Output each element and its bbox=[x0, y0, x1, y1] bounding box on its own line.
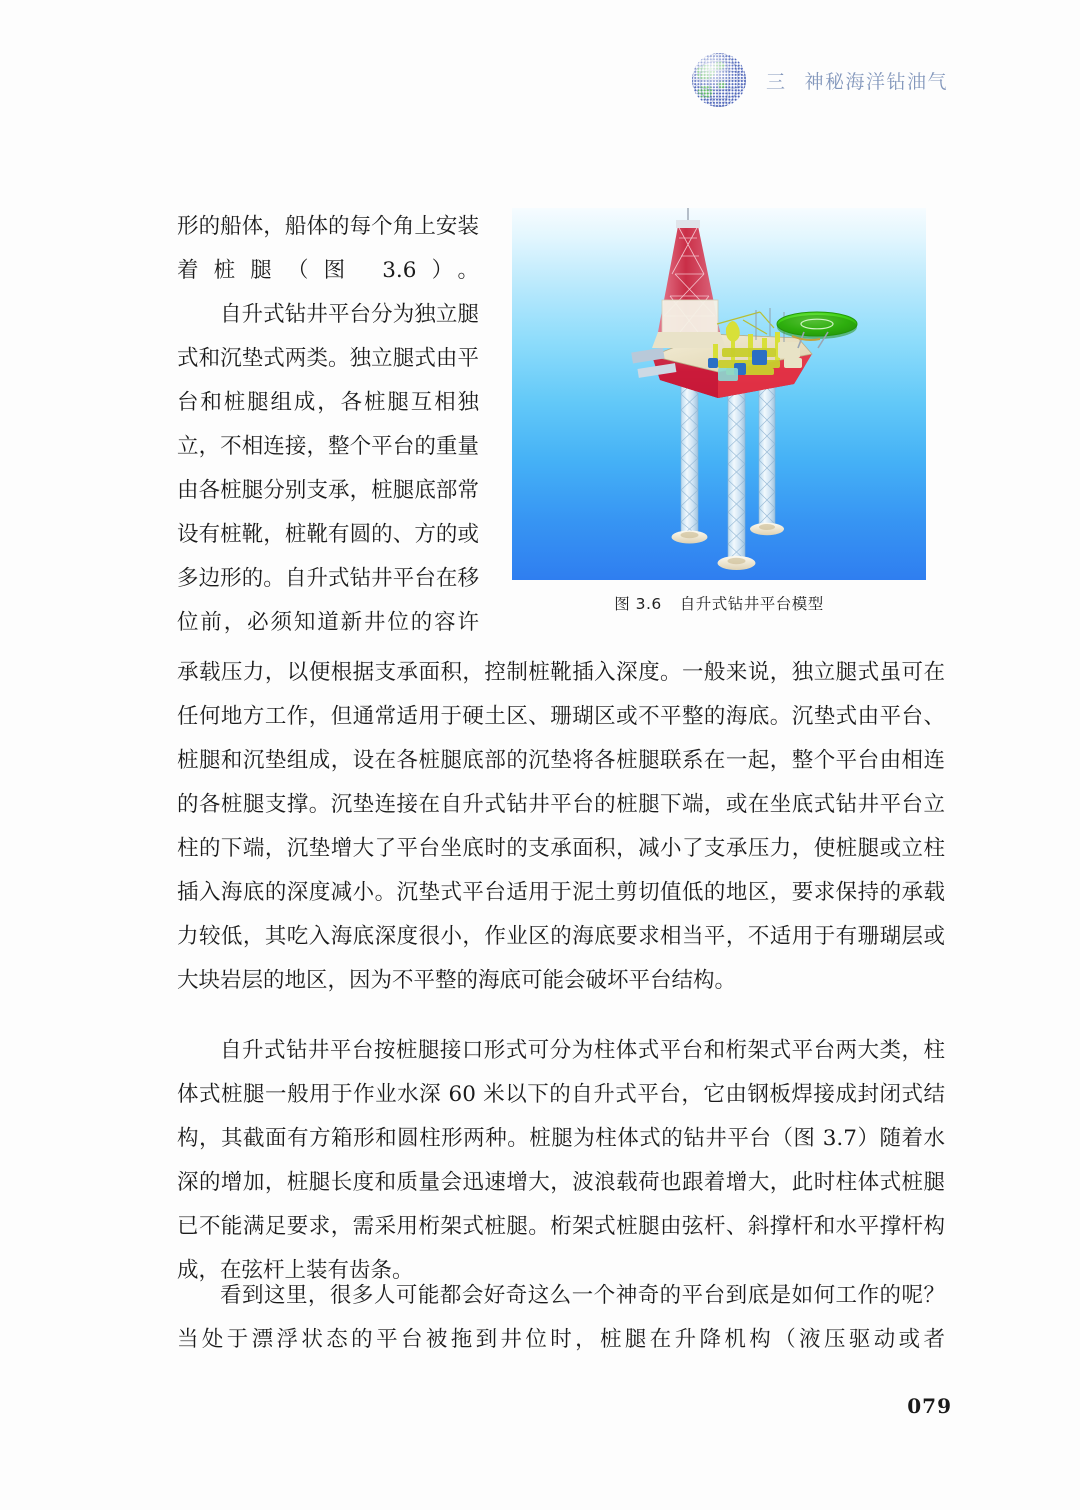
figure-caption bbox=[512, 592, 926, 614]
chapter-number: 三 bbox=[765, 70, 787, 93]
text-block-b bbox=[177, 1029, 945, 1293]
paragraph-c: 看到这里，很多人可能都会好奇这么一个神奇的平台到底是如何工作的呢？当处于漂浮状态的平台被拖到井位时，桩腿在升降机构（液压驱动或者 bbox=[177, 1283, 945, 1352]
rig-legs bbox=[672, 378, 785, 570]
paragraph-b: 自升式钻井平台按桩腿接口形式可分为柱体式平台和桁架式平台两大类，柱体式桩腿一般用于作业水深 60 米以下的自升式平台，它由钢板焊接成封闭式结构，其截面有方箱形和圆柱形两种。桩腿为柱体式的钻井平台（图 3.7）随着水深的增加，桩腿长度和质量会迅速增大，波浪载荷也跟着增大，此时柱体式桩腿已不能满足要求，需采用桁架式桩腿。桁架式桩腿由弦杆、斜撑杆和水平撑杆构成，在弦杆上装有齿条。 bbox=[177, 1038, 945, 1283]
running-header-text bbox=[766, 67, 948, 94]
paragraph-a: 承载压力，以便根据支承面积，控制桩靴插入深度。一般来说，独立腿式虽可在任何地方工作，但通常适用于硬土区、珊瑚区或不平整的海底。沉垫式由平台、桩腿和沉垫组成，设在各桩腿底部的沉垫将各桩腿联系在一起，整个平台由相连的各桩腿支撑。沉垫连接在自升式钻井平台的桩腿下端，或在坐底式钻井平台立柱的下端，沉垫增大了平台坐底时的支承面积，减小了支承压力，使桩腿或立柱插入海底的深度减小。沉垫式平台适用于泥土剪切值低的地区，要求保持的承载力较低，其吃入海底深度很小，作业区的海底要求相当平，不适用于有珊瑚层或大块岩层的地区，因为不平整的海底可能会破坏平台结构。 bbox=[177, 660, 945, 993]
running-header bbox=[688, 42, 948, 118]
text-block-a bbox=[177, 651, 945, 1003]
text-column-narrow bbox=[177, 205, 479, 645]
chapter-title: 神秘海洋钻油气 bbox=[804, 70, 948, 93]
figure-caption-title: 自升式钻井平台模型 bbox=[679, 595, 824, 613]
paragraph-jackup-types: 自升式钻井平台分为独立腿式和沉垫式两类。独立腿式由平台和桩腿组成，各桩腿互相独立，不相连接，整个平台的重量由各桩腿分别支承，桩腿底部常设有桩靴，桩靴有圆的、方的或多边形的。自升式钻井平台在移位前，必须知道新井位的容许 bbox=[177, 302, 479, 635]
text-block-c bbox=[177, 1274, 945, 1362]
paragraph-intro: 形的船体，船体的每个角上安装着桩腿（图 3.6）。 bbox=[177, 214, 479, 283]
globe-halftone-icon bbox=[688, 49, 750, 111]
page-number: 079 bbox=[907, 1394, 952, 1418]
figure-3-6 bbox=[512, 208, 926, 614]
rig-derrick bbox=[652, 208, 726, 348]
figure-image-jackup-rig bbox=[512, 208, 926, 580]
figure-caption-number: 图 3.6 bbox=[614, 595, 662, 613]
